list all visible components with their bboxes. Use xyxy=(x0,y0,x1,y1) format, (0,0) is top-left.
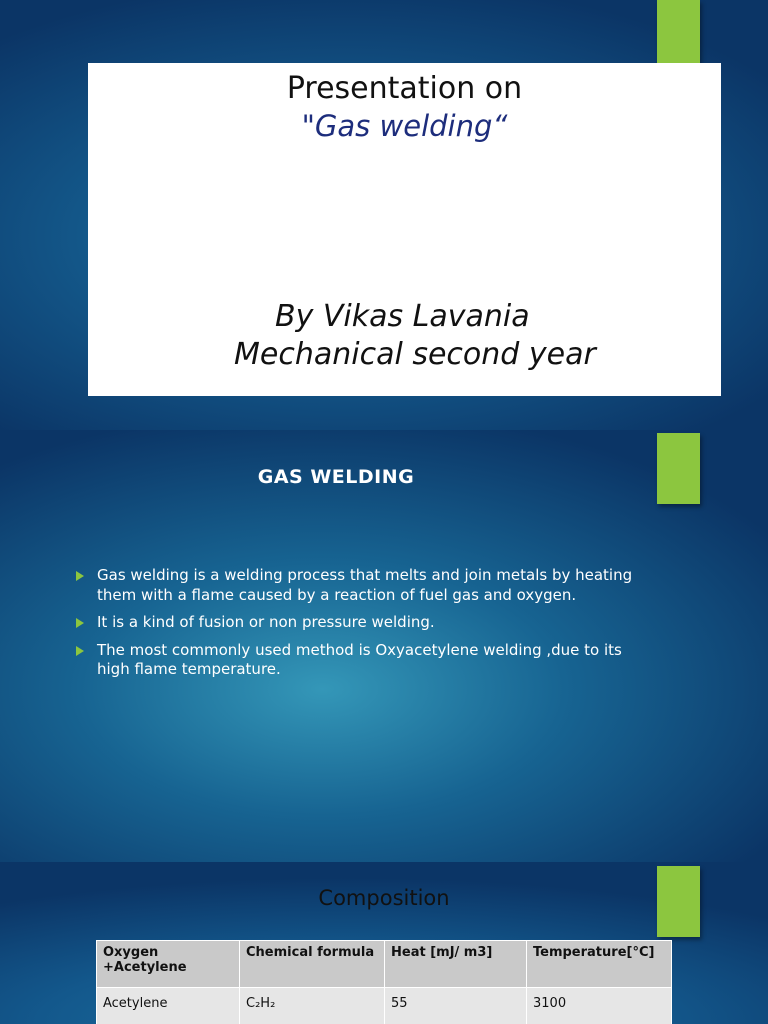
accent-bar xyxy=(657,0,700,63)
bullet-list xyxy=(76,566,636,688)
slide-heading: Composition xyxy=(318,886,450,910)
bullet-item xyxy=(76,613,636,633)
triangle-bullet-icon xyxy=(76,618,84,628)
bullet-item xyxy=(76,566,636,605)
author-class: Mechanical second year xyxy=(234,337,596,372)
presentation-title: Presentation on xyxy=(286,71,523,106)
triangle-bullet-icon xyxy=(76,571,84,581)
bullet-text: The most commonly used method is Oxyacetylene welding ,due to its high flame temperature. xyxy=(97,640,622,678)
triangle-bullet-icon xyxy=(76,646,84,656)
table-header-cell: Heat [mJ/ m3] xyxy=(385,941,527,988)
table-cell: 3100 xyxy=(527,988,672,1024)
bullet-item xyxy=(76,641,636,680)
table-cell: Acetylene xyxy=(97,988,240,1024)
table-row xyxy=(97,988,672,1024)
slide-heading: GAS WELDING xyxy=(257,466,415,488)
table-header-row xyxy=(97,941,672,988)
bullet-text: Gas welding is a welding process that melts and join metals by heating them with a flame caused by a reaction of fuel gas and oxygen. xyxy=(97,566,633,604)
slide-composition xyxy=(0,862,768,1024)
author-name: By Vikas Lavania xyxy=(275,299,530,334)
slide-gas-welding xyxy=(0,430,768,862)
table-header-cell: Chemical formula xyxy=(240,941,385,988)
bullet-text: It is a kind of fusion or non pressure welding. xyxy=(97,613,435,631)
composition-table xyxy=(96,940,672,1024)
table-header-cell: Temperature[°C] xyxy=(527,941,672,988)
table-cell: C₂H₂ xyxy=(240,988,385,1024)
table-cell: 55 xyxy=(385,988,527,1024)
slide-title xyxy=(0,0,768,430)
table-header-cell: Oxygen +Acetylene xyxy=(97,941,240,988)
title-box xyxy=(88,63,721,396)
presentation-subject: "Gas welding“ xyxy=(301,109,508,143)
